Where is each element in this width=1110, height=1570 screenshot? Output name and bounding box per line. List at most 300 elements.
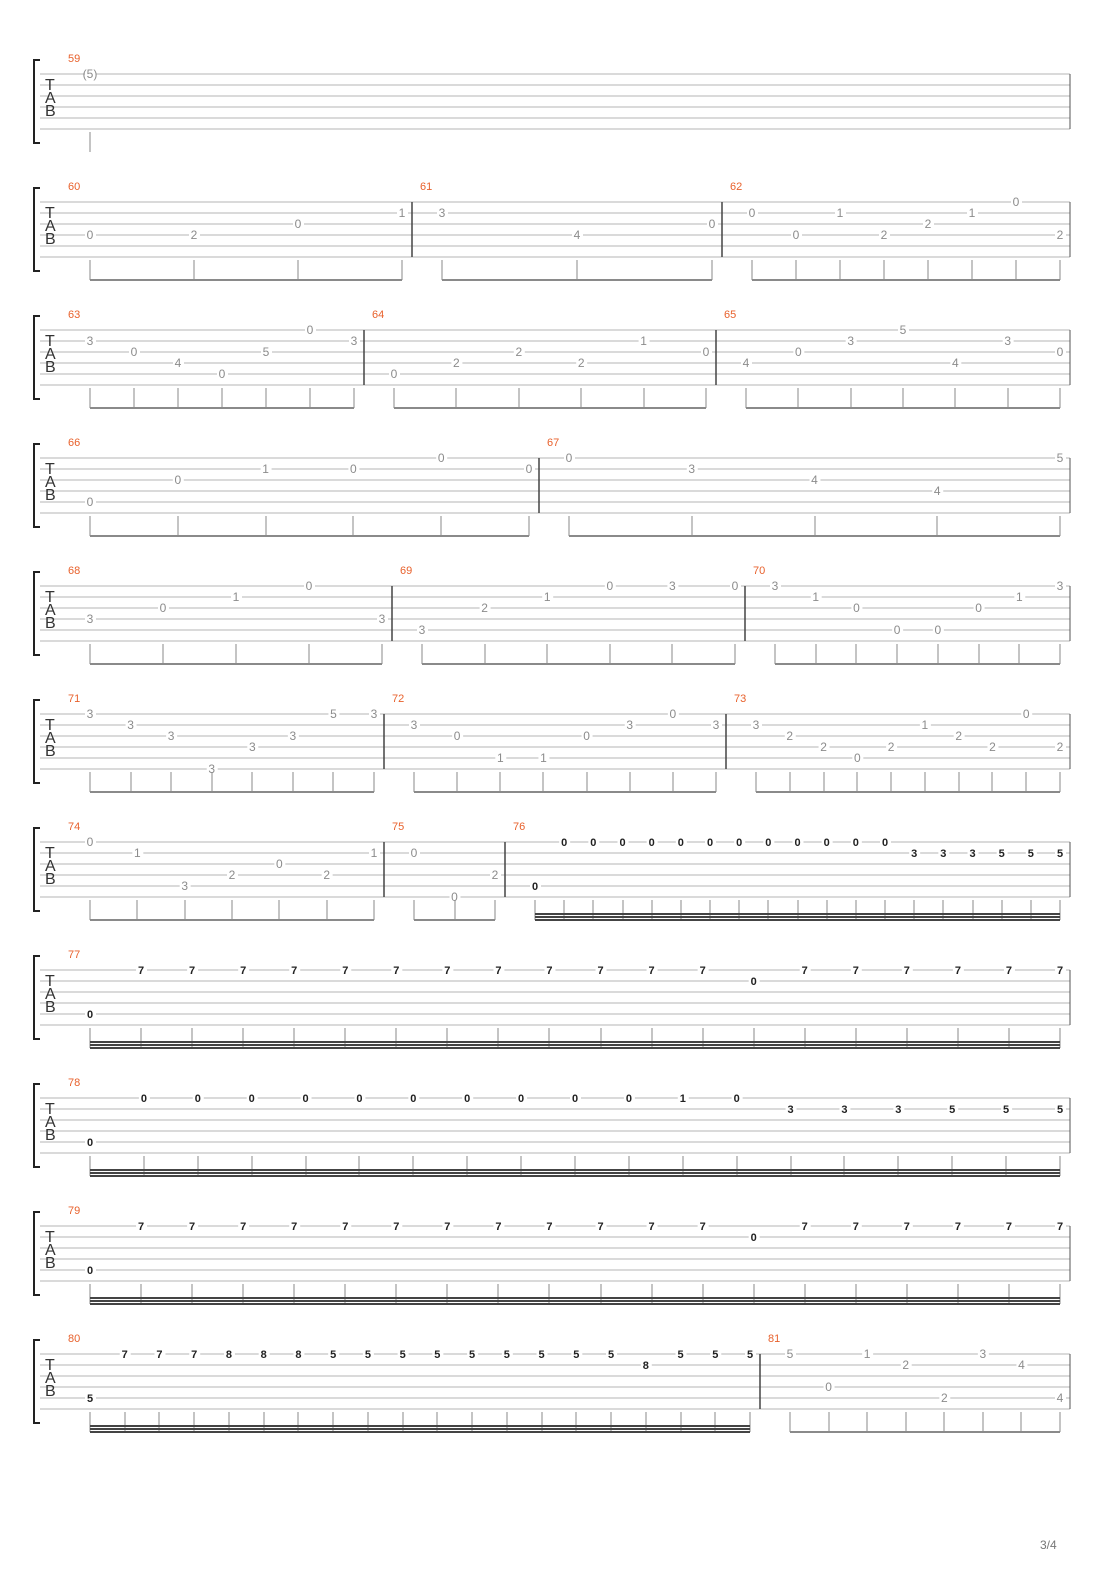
fret-number: 5 [573,1349,580,1361]
fret-number: 7 [137,965,145,977]
fret-number: 2 [940,1391,948,1405]
fret-number: 0 [464,1093,471,1105]
measure-number: 65 [724,309,737,321]
fret-number: 2 [228,868,236,882]
fret-number: 0 [306,323,314,337]
fret-number: 0 [571,1093,579,1105]
fret-number: 2 [902,1358,910,1372]
fret-number: 5 [677,1349,684,1361]
fret-number: 7 [189,1221,196,1233]
fret-number: 0 [356,1093,363,1105]
fret-number: 3 [752,718,760,732]
fret-number: 0 [194,1093,201,1105]
measure [412,181,718,280]
system-bracket [34,1084,40,1167]
fret-number: 3 [289,729,297,743]
fret-number: 4 [933,484,941,498]
fret-number: 1 [812,590,820,604]
fret-number: 7 [648,1221,655,1233]
fret-number: 2 [1056,740,1064,754]
fret-number: 7 [342,1221,349,1233]
fret-number: 5 [330,1349,337,1361]
tab-clef-letter: A [45,346,56,363]
measure [745,565,1066,664]
fret-number: 0 [748,206,756,220]
fret-number: 5 [399,1349,406,1361]
fret-number: 1 [496,751,504,765]
fret-number: 1 [921,718,929,732]
measure-number: 60 [68,181,81,193]
fret-number: 3 [86,612,94,626]
fret-number: 7 [648,965,655,977]
tab-clef-letter: T [45,1357,55,1374]
fret-number: 5 [434,1349,441,1361]
tab-clef-letter: A [45,90,56,107]
fret-number: 5 [469,1349,476,1361]
fret-number: 4 [742,356,750,370]
fret-number: 1 [262,462,269,476]
fret-number: 3 [969,848,976,860]
fret-number: 3 [350,334,358,348]
fret-number: 7 [699,1221,706,1233]
fret-number: 3 [167,729,175,743]
tab-system [34,821,1070,920]
tab-clef-letter: T [45,845,55,862]
fret-number: 0 [852,837,859,849]
tab-clef-letter: A [45,730,56,747]
fret-number: 8 [642,1360,649,1372]
measure [68,53,97,152]
fret-number: 0 [294,217,302,231]
tab-clef-letter: A [45,474,56,491]
fret-number: 0 [669,707,677,721]
fret-number: 3 [771,579,779,593]
fret-number: 0 [750,1232,757,1244]
fret-number: 5 [262,345,270,359]
measure-number: 68 [68,565,81,577]
fret-number: 3 [418,623,426,637]
measure-number: 76 [513,821,526,833]
measure-number: 77 [68,949,81,961]
fret-number: 7 [495,965,502,977]
fret-number: 3 [181,879,189,893]
fret-number: 7 [1056,1221,1064,1233]
fret-number: 7 [546,1221,553,1233]
fret-number: 2 [887,740,895,754]
fret-number: 0 [823,837,830,849]
tab-clef-letter: B [45,1127,56,1144]
fret-number: 5 [538,1349,545,1361]
tab-clef-letter: A [45,986,56,1003]
tab-clef-letter: T [45,1101,55,1118]
fret-number: 3 [248,740,256,754]
fret-number: 4 [1056,1391,1064,1405]
fret-number: 7 [393,965,400,977]
fret-number: 0 [708,217,716,231]
measure-number: 81 [768,1333,781,1345]
tab-clef-letter: T [45,973,55,990]
fret-number: 5 [503,1349,510,1361]
measure-number: 75 [392,821,405,833]
fret-number: 3 [86,334,94,348]
measure-number: 61 [420,181,433,193]
fret-number: 4 [174,356,182,370]
fret-number: 0 [140,1093,147,1105]
tab-clef-letter: T [45,589,55,606]
measure [384,821,501,920]
system-bracket [34,188,40,271]
fret-number: 7 [191,1349,198,1361]
fret-number: 0 [677,837,684,849]
fret-number: 4 [951,356,959,370]
measure [68,1077,1066,1176]
fret-number: 3 [127,718,134,732]
tab-clef-letter: A [45,858,56,875]
fret-number: 0 [86,835,94,849]
tab-clef-letter: T [45,205,55,222]
fret-number: 0 [625,1093,632,1105]
fret-number: 7 [954,1221,961,1233]
fret-number: 0 [731,579,739,593]
fret-number: 3 [410,718,418,732]
fret-number: 2 [453,356,460,370]
fret-number: 7 [291,1221,298,1233]
fret-number: 1 [968,206,976,220]
fret-number: 3 [787,1104,794,1116]
fret-number: 7 [597,965,604,977]
fret-number: 0 [893,623,901,637]
fret-number: 5 [607,1349,615,1361]
fret-number: 7 [444,965,451,977]
measure-number: 79 [68,1205,81,1217]
fret-number: 0 [794,345,802,359]
tab-clef-letter: T [45,461,55,478]
fret-number: 7 [1005,965,1013,977]
measure [539,437,1066,536]
fret-number: 3 [712,718,720,732]
fret-number: 5 [86,1393,94,1405]
fret-number: 1 [543,590,551,604]
system-bracket [34,828,40,911]
fret-number: 0 [583,729,590,743]
fret-number: 0 [130,345,138,359]
fret-number: 0 [248,1093,255,1105]
tab-clef-letter: A [45,1370,56,1387]
measure-number: 63 [68,309,81,321]
fret-number: 0 [794,837,801,849]
measure-number: 73 [734,693,747,705]
fret-number: 2 [880,228,888,242]
fret-number: 7 [121,1349,128,1361]
fret-number: 7 [342,965,349,977]
tab-clef-letter: B [45,999,56,1016]
fret-number: (5) [82,67,98,81]
tab-clef-letter: B [45,615,56,632]
fret-number: 0 [934,623,942,637]
fret-number: 3 [1004,334,1012,348]
fret-number: 1 [640,334,647,348]
fret-number: 5 [364,1349,371,1361]
fret-number: 0 [302,1093,309,1105]
fret-number: 5 [1027,848,1034,860]
tab-system [34,309,1070,408]
fret-number: 3 [911,848,918,860]
measure [68,565,388,664]
fret-number: 2 [481,601,488,615]
fret-number: 1 [1015,590,1023,604]
tab-clef-letter: A [45,602,56,619]
measure [68,1205,1066,1304]
fret-number: 4 [573,228,581,242]
tab-clef-letter: B [45,1255,56,1272]
fret-number: 5 [998,848,1005,860]
fret-number: 7 [291,965,298,977]
fret-number: 0 [881,837,889,849]
measure [716,309,1066,408]
fret-number: 7 [495,1221,502,1233]
measure-number: 66 [68,437,81,449]
fret-number: 7 [597,1221,604,1233]
fret-number: 0 [590,837,597,849]
tab-clef-letter: B [45,743,56,760]
measure [364,309,712,408]
tab-system [34,437,1070,536]
fret-number: 7 [903,965,910,977]
fret-number: 0 [619,837,626,849]
tab-system [34,1333,1070,1432]
fret-number: 7 [903,1221,910,1233]
measure [68,949,1066,1048]
fret-number: 3 [626,718,634,732]
fret-number: 7 [1056,965,1064,977]
measure [68,309,360,408]
fret-number: 0 [561,837,568,849]
fret-number: 3 [940,848,947,860]
measure [68,181,408,280]
tab-system [34,181,1070,280]
measure-number: 59 [68,53,81,65]
fret-number: 3 [841,1104,848,1116]
fret-number: 0 [86,1265,94,1277]
fret-number: 5 [949,1104,956,1116]
fret-number: 0 [1012,195,1020,209]
tab-clef-letter: T [45,77,55,94]
fret-number: 7 [189,965,196,977]
fret-number: 7 [801,965,808,977]
fret-number: 1 [232,590,240,604]
fret-number: 0 [453,729,461,743]
fret-number: 0 [350,462,357,476]
measure [505,821,1066,920]
fret-number: 0 [390,367,398,381]
fret-number: 0 [792,228,800,242]
tab-system [34,53,1070,152]
fret-number: 7 [137,1221,145,1233]
tab-system [34,693,1070,792]
fret-number: 7 [852,1221,859,1233]
fret-number: 1 [370,846,378,860]
fret-number: 5 [1056,848,1064,860]
fret-number: 0 [86,495,94,509]
fret-number: 2 [955,729,963,743]
fret-number: 8 [225,1349,233,1361]
tab-clef-letter: B [45,487,56,504]
tab-clef-letter: A [45,1114,56,1131]
measure-number: 78 [68,1077,81,1089]
tab-clef-letter: T [45,717,55,734]
fret-number: 7 [699,965,706,977]
system-bracket [34,444,40,527]
fret-number: 0 [853,751,861,765]
fret-number: 0 [518,1093,525,1105]
fret-number: 3 [895,1104,902,1116]
fret-number: 0 [750,976,757,988]
fret-number: 3 [847,334,855,348]
fret-number: 7 [240,1221,247,1233]
fret-number: 5 [1003,1104,1010,1116]
tab-clef-letter: T [45,1229,55,1246]
fret-number: 4 [1018,1358,1025,1372]
fret-number: 0 [531,881,539,893]
measure [760,1333,1066,1432]
fret-number: 8 [295,1349,302,1361]
fret-number: 2 [820,740,827,754]
fret-number: 0 [275,857,283,871]
fret-number: 0 [975,601,982,615]
fret-number: 5 [899,323,907,337]
tab-clef-letter: B [45,871,56,888]
fret-number: 3 [1056,579,1064,593]
tab-system [34,565,1070,664]
measure [68,821,380,920]
fret-number: 0 [437,451,445,465]
fret-number: 7 [852,965,859,977]
fret-number: 0 [451,890,458,904]
fret-number: 0 [410,1093,417,1105]
measure [384,693,722,792]
fret-number: 0 [86,1009,94,1021]
measure-number: 72 [392,693,405,705]
fret-number: 2 [190,228,198,242]
measure-number: 70 [753,565,766,577]
system-bracket [34,60,40,143]
measure [68,693,380,792]
fret-number: 7 [444,1221,451,1233]
measure-number: 67 [547,437,560,449]
measure-number: 62 [730,181,743,193]
system-bracket [34,700,40,783]
fret-number: 5 [786,1347,794,1361]
system-bracket [34,572,40,655]
fret-number: 7 [240,965,247,977]
fret-number: 2 [989,740,996,754]
system-bracket [34,956,40,1039]
fret-number: 1 [836,206,844,220]
measure-number: 71 [68,693,81,705]
measure [722,181,1066,280]
page-number: 3/4 [1040,1538,1057,1552]
measure [68,437,535,536]
fret-number: 0 [1022,707,1030,721]
fret-number: 1 [133,846,141,860]
fret-number: 3 [688,462,696,476]
fret-number: 2 [1056,228,1064,242]
tab-clef-letter: B [45,103,56,120]
fret-number: 3 [669,579,676,593]
fret-number: 3 [979,1347,987,1361]
fret-number: 1 [863,1347,871,1361]
measure-number: 69 [400,565,413,577]
fret-number: 3 [438,206,446,220]
fret-number: 5 [330,707,337,721]
tab-clef-letter: B [45,1383,56,1400]
fret-number: 0 [410,846,418,860]
fret-number: 0 [702,345,710,359]
fret-number: 1 [540,751,547,765]
fret-number: 0 [606,579,614,593]
fret-number: 0 [853,601,860,615]
system-bracket [34,316,40,399]
tab-clef-letter: B [45,231,56,248]
fret-number: 3 [86,707,94,721]
measure-number: 74 [68,821,81,833]
tab-system [34,949,1070,1048]
system-bracket [34,1212,40,1295]
fret-number: 7 [801,1221,808,1233]
fret-number: 0 [736,837,743,849]
measure-number: 64 [372,309,385,321]
fret-number: 3 [370,707,378,721]
fret-number: 5 [1056,451,1064,465]
fret-number: 2 [515,345,523,359]
fret-number: 2 [323,868,331,882]
fret-number: 2 [577,356,585,370]
fret-number: 0 [565,451,573,465]
fret-number: 0 [1056,345,1064,359]
fret-number: 0 [86,228,94,242]
fret-number: 0 [648,837,655,849]
fret-number: 7 [1005,1221,1013,1233]
fret-number: 1 [398,206,406,220]
fret-number: 0 [159,601,167,615]
fret-number: 0 [825,1380,832,1394]
fret-number: 2 [491,868,499,882]
fret-number: 0 [765,837,772,849]
fret-number: 3 [208,762,216,776]
fret-number: 0 [218,367,226,381]
measure [68,1333,756,1432]
tab-system [34,1205,1070,1304]
fret-number: 0 [733,1093,740,1105]
fret-number: 7 [954,965,961,977]
fret-number: 5 [712,1349,719,1361]
system-bracket [34,1340,40,1423]
fret-number: 0 [174,473,182,487]
tab-clef-letter: A [45,218,56,235]
fret-number: 7 [393,1221,400,1233]
fret-number: 8 [260,1349,267,1361]
fret-number: 0 [706,837,714,849]
fret-number: 1 [679,1093,686,1105]
measure [726,693,1066,792]
fret-number: 3 [378,612,386,626]
fret-number: 7 [156,1349,163,1361]
tab-system [34,1077,1070,1176]
fret-number: 4 [811,473,818,487]
fret-number: 5 [746,1349,754,1361]
measure-number: 80 [68,1333,81,1345]
fret-number: 0 [525,462,533,476]
